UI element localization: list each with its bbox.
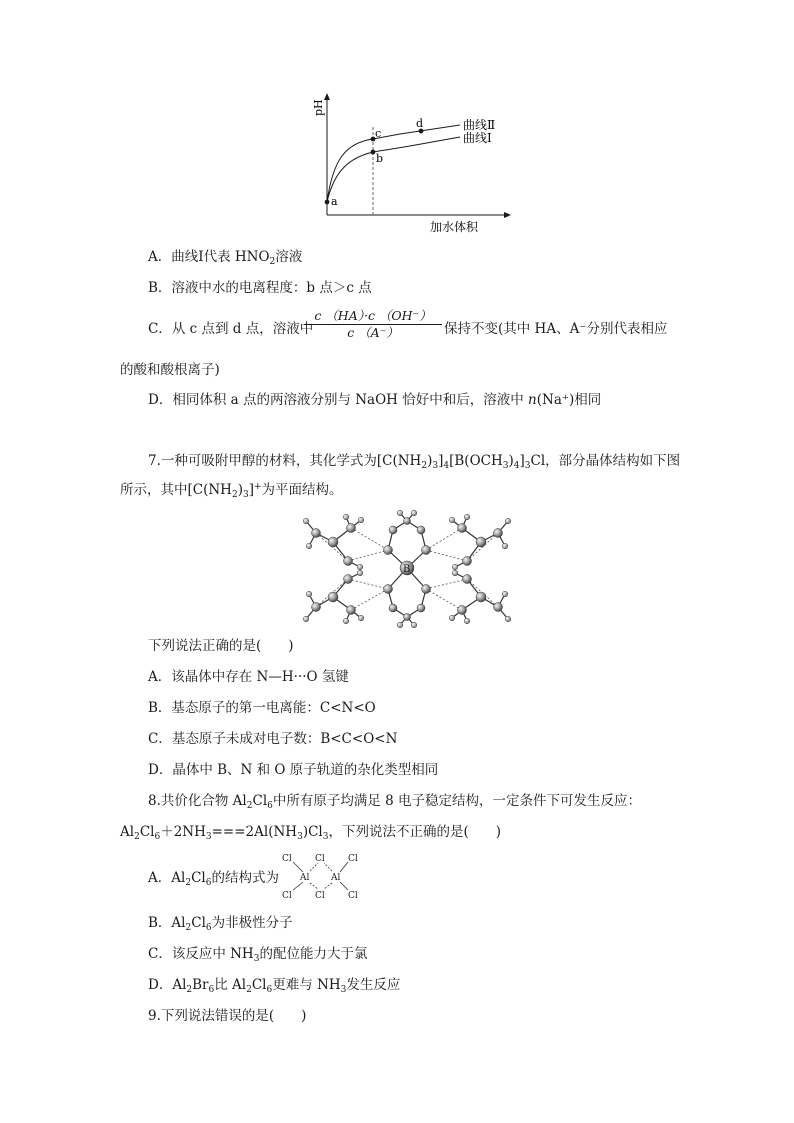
point-a	[325, 200, 330, 205]
curve-label-1: 曲线Ⅰ	[463, 131, 492, 145]
curve-label-2: 曲线Ⅱ	[463, 118, 496, 132]
q6-option-c-tail: 保持不变(其中 HA、A⁻分别代表相应	[444, 321, 668, 337]
q6-option-c-cont: 的酸和酸根离子)	[120, 362, 220, 378]
curve-1	[327, 137, 460, 202]
q6-fraction	[304, 308, 442, 341]
cl-top-right: Cl	[348, 854, 358, 864]
q8-stem-line1: 8.共价化合物 $Al_2Cl_6$中所有原子均满足 8 电子稳定结构，一定条件下可发生反应：	[148, 793, 642, 811]
ph-curve-figure	[0, 0, 794, 240]
y-axis-label: pH	[312, 99, 325, 116]
cl-bottom-left: Cl	[282, 891, 292, 901]
cl-top-left: Cl	[282, 854, 292, 864]
q6-option-a: A．曲线Ⅰ代表 $HNO_2$溶液	[148, 249, 303, 267]
cl-bottom-middle: Cl	[315, 891, 325, 901]
q8-option-c: C．该反应中 $NH_3$的配位能力大于氯	[148, 946, 368, 964]
point-b	[371, 150, 376, 155]
crystal-structure-figure	[0, 505, 794, 635]
point-label-c: c	[375, 127, 382, 140]
point-label-b: b	[376, 152, 384, 165]
point-label-a: a	[331, 195, 338, 208]
q7-option-b: B．基态原子的第一电离能：C<N<O	[148, 700, 376, 716]
q6-option-b: B．溶液中水的电离程度：b 点＞c 点	[148, 280, 372, 296]
q6-option-d: D．相同体积 a 点的两溶液分别与 NaOH 恰好中和后，溶液中 n(Na⁺)相同	[148, 392, 602, 408]
q7-option-d: D．晶体中 B、N 和 O 原子轨道的杂化类型相同	[148, 762, 439, 778]
al-left: Al	[300, 873, 310, 883]
center-atom-label: B	[403, 564, 411, 575]
q7-stem-line1: 7.一种可吸附甲醇的材料，其化学式为$[C(NH_2)_3]_4[B(OCH_3)_4]_3Cl$，部分晶体结构如下图	[148, 453, 681, 471]
fraction-numerator: c （HA）·c （OH⁻）	[314, 308, 432, 323]
q7-option-c: C．基态原子未成对电子数：B<C<O<N	[148, 731, 398, 747]
q6-option-c: C．从 c 点到 d 点，溶液中	[148, 321, 314, 337]
cl-bottom-right: Cl	[348, 891, 358, 901]
fraction-denominator: c （A⁻）	[347, 325, 399, 340]
q7-option-a: A．该晶体中存在 N—H···O 氢键	[148, 669, 349, 685]
al-right: Al	[331, 873, 341, 883]
al2cl6-structure	[0, 850, 794, 910]
cl-top-middle: Cl	[315, 854, 325, 864]
x-axis-label: 加水体积	[430, 220, 479, 234]
q8-option-d: D．$Al_2Br_6$比 $Al_2Cl_6$更难与 $NH_3$发生反应	[148, 977, 401, 995]
q9-stem: 9.下列说法错误的是( )	[148, 1008, 307, 1024]
q7-stem-line2: 所示，其中$[C(NH_2)_3]^+$为平面结构。	[120, 482, 343, 500]
q8-option-b: B．$Al_2Cl_6$为非极性分子	[148, 915, 293, 933]
q8-stem-line2: $Al_2Cl_6+2NH_3===2Al(NH_3)Cl_3$，下列说法不正确的是( )	[120, 824, 502, 842]
q8-option-a: A．$Al_2Cl_6$的结构式为	[148, 870, 279, 888]
curve-2	[327, 125, 460, 202]
q7-question: 下列说法正确的是( )	[148, 638, 294, 654]
point-label-d: d	[416, 117, 424, 130]
